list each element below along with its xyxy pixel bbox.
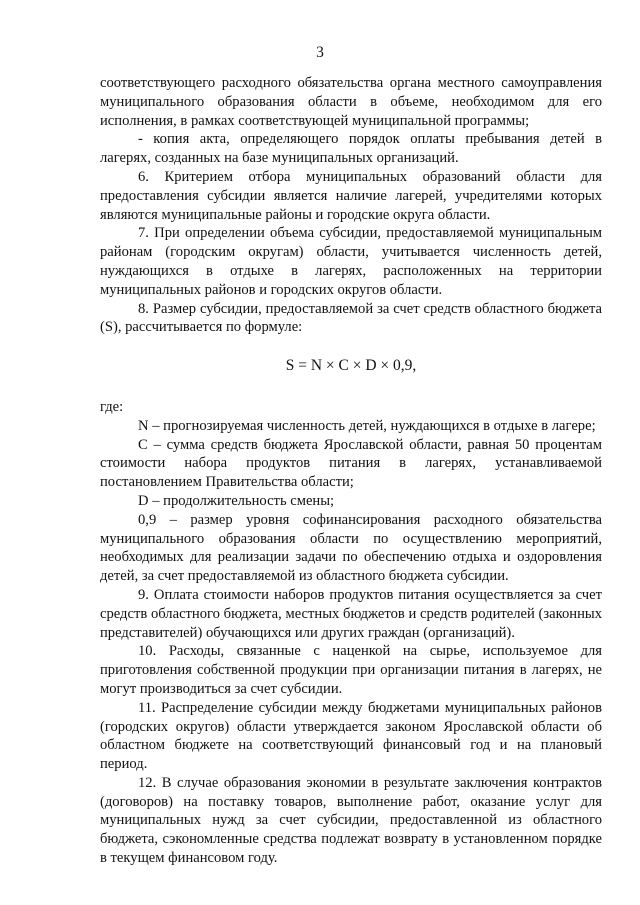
- where-label: где:: [100, 398, 124, 415]
- paragraph-12: 12. В случае образования экономии в результате заключения контрактов (договоров) на поставку товаров, выполнение работ, оказание услуг для муниципальных нужд за счет субсидии, предоставленной из областного бюджета, сэкономленные средства подлежат возврату в установленном порядке в текущем финансовом году.: [100, 774, 602, 867]
- paragraph-continuation: соответствующего расходного обязательства органа местного самоуправления муниципального образования области в объеме, необходимом для его исполнения, в рамках соответствующей муниципальной программы;: [100, 75, 602, 129]
- definition-coefficient: 0,9 – размер уровня софинансирования расходного обязательства муниципального образования области по осуществлению мероприятий, необходимых для реализации задачи по обеспечению отдыха и оздоровления детей, за счет предоставляемой из областного бюджета субсидии.: [100, 511, 602, 585]
- document-body: [100, 74, 602, 868]
- formula: S = N × C × D × 0,9,: [285, 357, 417, 375]
- paragraph-7: 7. При определении объема субсидии, предоставляемой муниципальным районам (городским округам) области, учитывается численность детей, нуждающихся в отдыхе в лагерях, расположенных на территории муниципальных районов и городских округов области.: [100, 225, 602, 298]
- paragraph-act-copy: - копия акта, определяющего порядок оплаты пребывания детей в лагерях, созданных на базе муниципальных организаций.: [100, 131, 602, 167]
- paragraph-6: 6. Критерием отбора муниципальных образований области для предоставления субсидии является наличие лагерей, учредителями которых являются муниципальные районы и городские округа области.: [100, 168, 602, 223]
- definition-n: N – прогнозируемая численность детей, нуждающихся в отдыхе в лагере;: [138, 417, 596, 434]
- definition-d: D – продолжительность смены;: [138, 492, 335, 509]
- page-number: 3: [316, 44, 324, 61]
- paragraph-11: 11. Распределение субсидии между бюджетами муниципальных районов (городских округов) области утверждается законом Ярославской области об областном бюджете на соответствующий финансовый год и на плановый период.: [100, 699, 602, 773]
- paragraph-10: 10. Расходы, связанные с наценкой на сырье, используемое для приготовления собственной продукции при организации питания в лагерях, не могут производиться за счет субсидии.: [100, 643, 602, 697]
- definition-c: C – сумма средств бюджета Ярославской области, равная 50 процентам стоимости набора продуктов питания в лагерях, устанавливаемой постановлением Правительства области;: [100, 436, 602, 491]
- paragraph-9: 9. Оплата стоимости наборов продуктов питания осуществляется за счет средств областного бюджета, местных бюджетов и средств родителей (законных представителей) обучающихся или других граждан (организаций).: [100, 586, 602, 641]
- paragraph-8: 8. Размер субсидии, предоставляемой за счет средств областного бюджета (S), рассчитывается по формуле:: [100, 300, 602, 336]
